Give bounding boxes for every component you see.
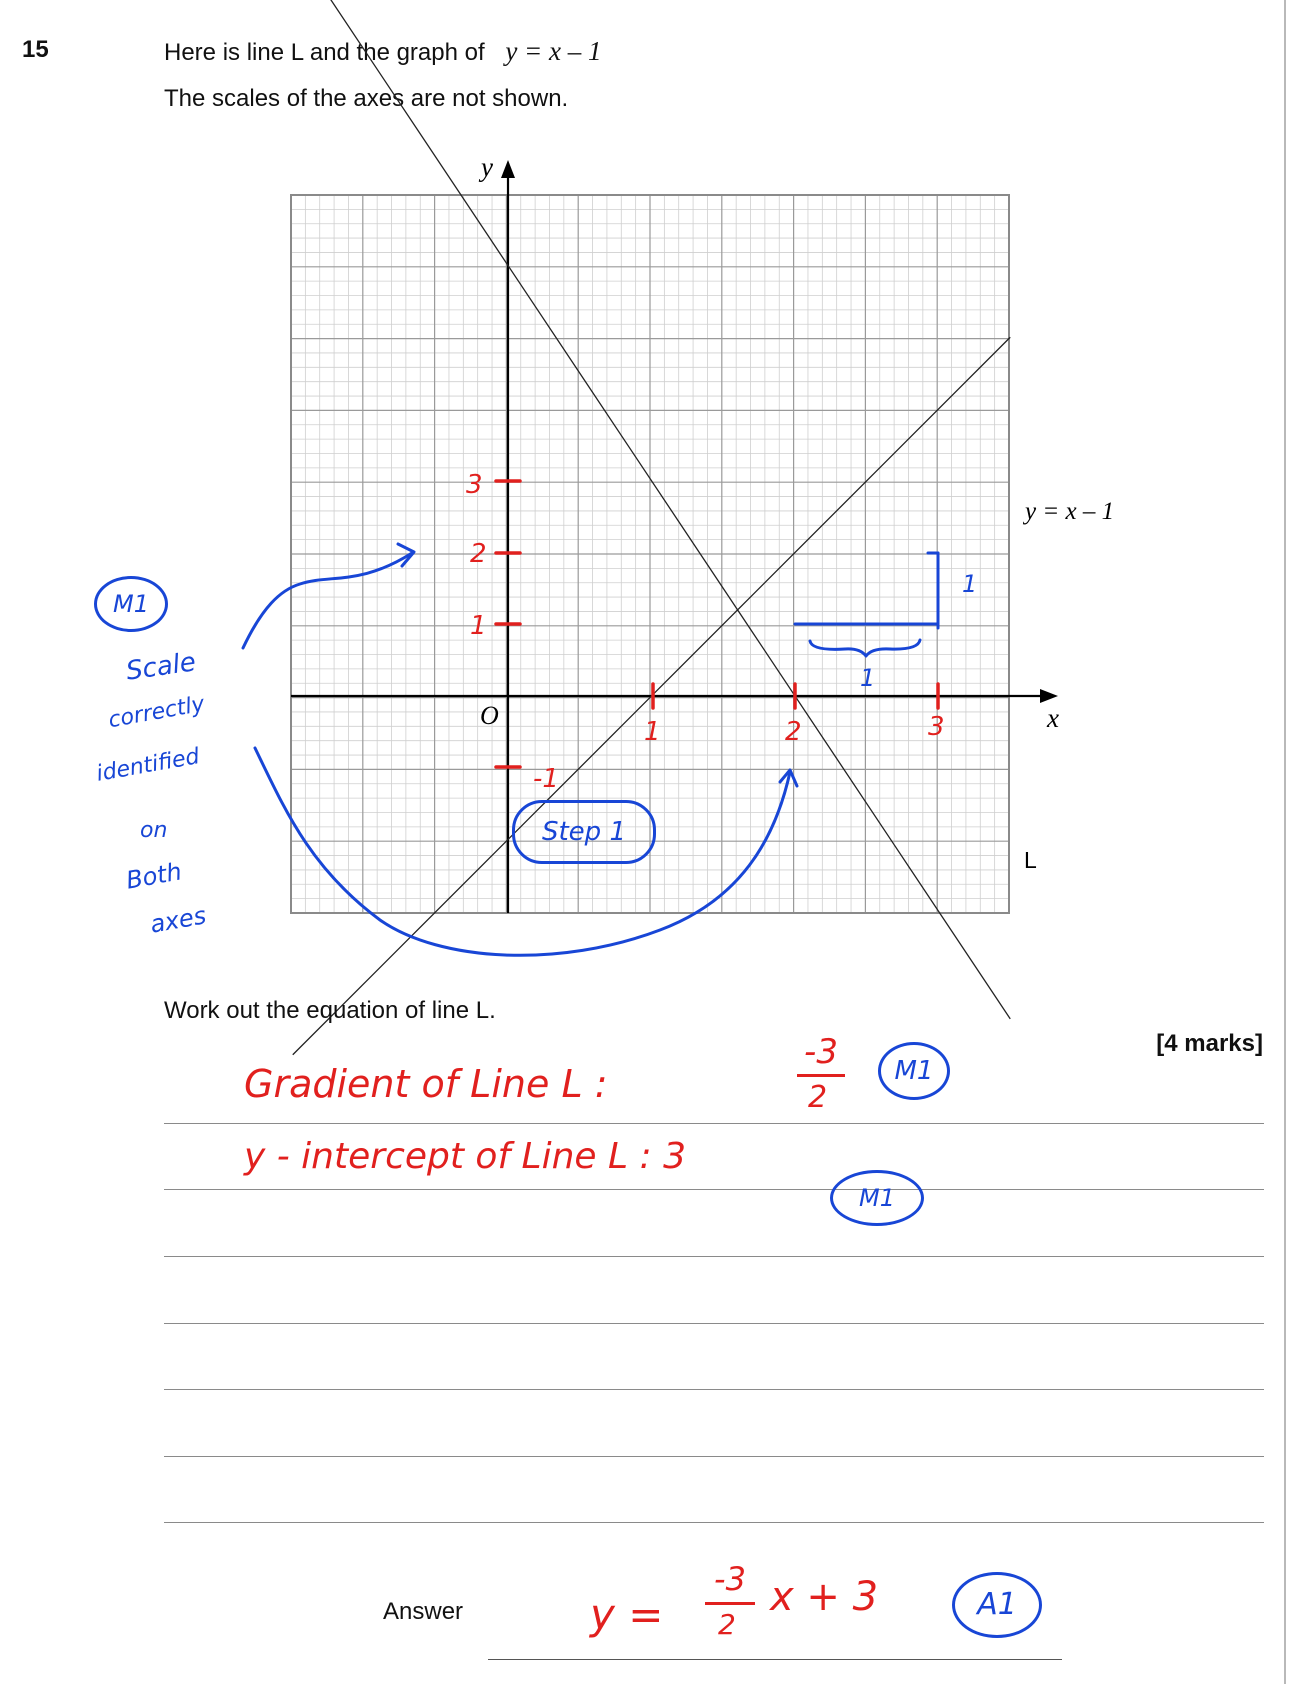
- triangle-rise-label: 1: [962, 570, 978, 598]
- scale-note-line-3: identified: [94, 744, 202, 787]
- answer-rhs: x + 3: [770, 1574, 879, 1620]
- m1-badge-intercept: M1: [830, 1170, 924, 1226]
- scale-note-line-5: Both: [123, 857, 184, 895]
- marks-label: [4 marks]: [1156, 1030, 1263, 1057]
- answer-line-1: [164, 1123, 1264, 1124]
- y-mark-3: 3: [466, 470, 483, 500]
- question-note: The scales of the axes are not shown.: [164, 85, 569, 112]
- intro-equation: y = x – 1: [505, 36, 602, 66]
- step-1-badge: Step 1: [512, 800, 656, 864]
- line-label-L: L: [1024, 847, 1037, 873]
- x-axis-arrow-icon: [1040, 689, 1058, 703]
- answer-fraction-bar: [705, 1602, 755, 1605]
- line-label-yx1: y = x – 1: [1025, 498, 1115, 525]
- x-mark-2: 2: [785, 717, 802, 747]
- major-grid: [291, 195, 1009, 913]
- m1-badge-scale: M1: [94, 576, 168, 632]
- intro-text: Here is line L and the graph of: [164, 39, 485, 66]
- red-scale-numbers: [466, 470, 945, 794]
- blue-arrows: [243, 544, 797, 955]
- y-axis-arrow-icon: [501, 160, 515, 178]
- origin-label: O: [480, 701, 499, 730]
- answer-line-3: [164, 1256, 1264, 1257]
- question-number: 15: [22, 36, 49, 63]
- task-text: Work out the equation of line L.: [164, 997, 496, 1024]
- answer-numerator: -3: [714, 1560, 746, 1598]
- y-mark-minus-1: -1: [533, 764, 559, 794]
- scale-note-line-6: axes: [147, 901, 209, 939]
- gradient-working: Gradient of Line L :: [244, 1062, 608, 1106]
- answer-line-7: [164, 1522, 1264, 1523]
- gradient-denominator: 2: [808, 1080, 828, 1115]
- scale-arrow-upper: [243, 553, 412, 648]
- x-mark-1: 1: [644, 717, 661, 747]
- line-L: [293, 0, 1011, 1019]
- answer-lhs: y =: [590, 1590, 664, 1639]
- answer-line-4: [164, 1323, 1264, 1324]
- scale-note-line-2: correctly: [106, 691, 207, 734]
- y-mark-2: 2: [470, 539, 487, 569]
- answer-label: Answer: [383, 1598, 464, 1625]
- x-axis-label: x: [1047, 703, 1059, 733]
- answer-line-2: [164, 1189, 1264, 1190]
- intercept-working: y - intercept of Line L : 3: [244, 1136, 687, 1177]
- answer-line: [488, 1659, 1062, 1660]
- gradient-numerator: -3: [804, 1032, 838, 1072]
- scale-note-line-4: on: [140, 818, 168, 843]
- answer-line-6: [164, 1456, 1264, 1457]
- gradient-fraction-bar: [797, 1074, 845, 1077]
- y-mark-1: 1: [470, 611, 487, 641]
- m1-badge-gradient: M1: [878, 1042, 950, 1100]
- answer-line-5: [164, 1389, 1264, 1390]
- scale-note-line-1: Scale: [124, 647, 198, 687]
- x-mark-3: 3: [928, 712, 945, 742]
- a1-badge-answer: A1: [952, 1572, 1042, 1638]
- y-axis-label: y: [481, 152, 493, 182]
- triangle-run-label: 1: [860, 664, 876, 692]
- answer-denominator: 2: [718, 1608, 736, 1641]
